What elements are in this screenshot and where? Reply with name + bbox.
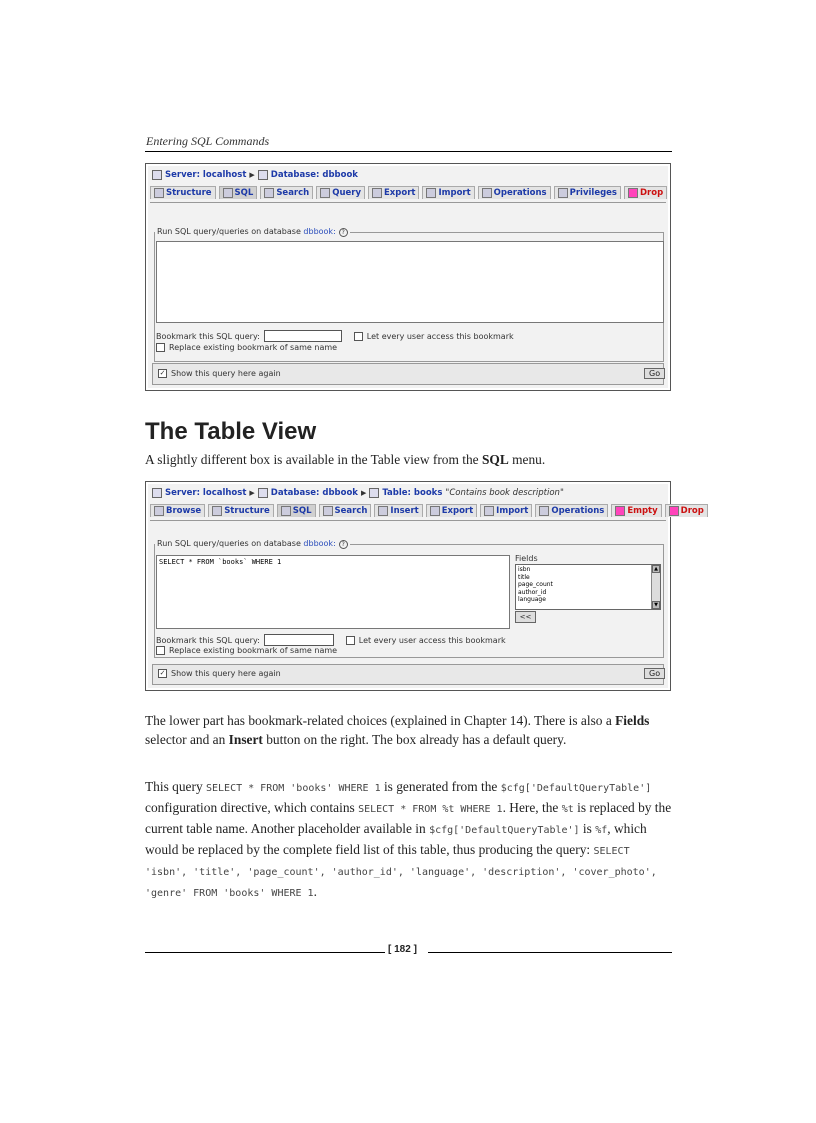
- fieldset-legend: [155, 227, 350, 237]
- bookmark-label: Bookmark this SQL query:: [156, 331, 260, 341]
- field-option[interactable]: title: [518, 573, 530, 581]
- scroll-down-icon[interactable]: ▼: [652, 601, 660, 609]
- search-icon: [264, 188, 274, 198]
- import-icon: [426, 188, 436, 198]
- tab-sql[interactable]: [219, 186, 258, 199]
- let-every-user-label: Let every user access this bookmark: [358, 635, 506, 645]
- sql-textarea[interactable]: SELECT * FROM `books` WHERE 1: [156, 555, 510, 629]
- legend-text: Run SQL query/queries on database: [157, 227, 304, 236]
- privileges-icon: [558, 188, 568, 198]
- tab-underline: [150, 202, 666, 203]
- tab-import[interactable]: [422, 186, 474, 199]
- fields-select[interactable]: [515, 564, 661, 610]
- intro-text-end: menu.: [508, 452, 546, 467]
- tab-label: Search: [334, 506, 368, 516]
- insert-field-button[interactable]: <<: [515, 611, 536, 623]
- empty-icon: [615, 506, 625, 516]
- show-query-row: [158, 369, 281, 378]
- import-icon: [484, 506, 494, 516]
- legend-db-link[interactable]: dbbook:: [303, 227, 336, 236]
- tab-label: Structure: [166, 188, 212, 198]
- para-text: .: [313, 884, 317, 899]
- server-icon: [152, 488, 162, 498]
- code-inline: %t: [561, 804, 574, 815]
- help-icon[interactable]: ?: [339, 228, 348, 237]
- let-every-user-checkbox[interactable]: [346, 636, 355, 645]
- tab-empty[interactable]: [611, 504, 661, 517]
- footer-rule-left: [145, 952, 385, 953]
- field-option[interactable]: author_id: [518, 588, 547, 596]
- database-icon: [258, 488, 268, 498]
- show-query-checkbox[interactable]: ✓: [159, 669, 166, 677]
- go-button[interactable]: Go: [644, 368, 665, 379]
- intro-paragraph: [145, 450, 673, 469]
- screenshot-sql-table: [145, 481, 704, 691]
- tab-label: Search: [276, 188, 310, 198]
- crumb-database[interactable]: Database: dbbook: [270, 488, 358, 498]
- go-button[interactable]: Go: [644, 668, 665, 679]
- code-inline: SELECT 'isbn', 'title', 'page_count', 'author_id', 'language', 'description', 'cover_photo', 'genre' FROM 'books' WHERE 1: [145, 846, 657, 899]
- field-option[interactable]: language: [518, 596, 546, 603]
- arrow-right-icon: ▶: [249, 489, 255, 497]
- replace-label: Replace existing bookmark of same name: [169, 646, 338, 655]
- replace-label: Replace existing bookmark of same name: [169, 343, 338, 352]
- arrow-right-icon: ▶: [249, 171, 255, 179]
- code-inline: SELECT * FROM 'books' WHERE 1: [206, 783, 381, 794]
- para-text: The lower part has bookmark-related choices (explained in Chapter 14). There is also a: [145, 713, 616, 728]
- page-number: [ 182 ]: [388, 944, 417, 955]
- code-inline: %f: [595, 825, 608, 836]
- replace-checkbox[interactable]: [156, 646, 165, 655]
- tab-bar: [150, 504, 704, 517]
- section-heading: The Table View: [145, 418, 317, 445]
- search-icon: [323, 506, 333, 516]
- para-text: button on the right. The box already has a default query.: [262, 732, 567, 747]
- fieldset-legend: [155, 539, 350, 549]
- tab-label: Import: [438, 188, 471, 198]
- header-rule: [145, 151, 672, 152]
- code-inline: SELECT * FROM %t WHERE 1: [358, 804, 503, 815]
- bookmark-row: [156, 634, 506, 646]
- sql-icon: [223, 188, 233, 198]
- operations-icon: [539, 506, 549, 516]
- show-query-label: Show this query here again: [171, 669, 281, 678]
- para-bold: Insert: [228, 732, 263, 747]
- legend-text: Run SQL query/queries on database: [157, 539, 304, 548]
- bookmark-input[interactable]: [264, 634, 334, 646]
- structure-icon: [212, 506, 222, 516]
- para-text: selector and an: [145, 732, 229, 747]
- paragraph-bookmarks: [145, 711, 673, 749]
- operations-icon: [482, 188, 492, 198]
- show-query-row: [158, 669, 281, 678]
- replace-row: [156, 646, 337, 655]
- tab-label: Drop: [680, 506, 704, 516]
- crumb-server[interactable]: Server: localhost: [165, 170, 247, 180]
- tab-label: SQL: [234, 188, 254, 198]
- tab-label: Operations: [493, 188, 547, 198]
- tab-drop[interactable]: [665, 504, 708, 517]
- tab-structure[interactable]: [208, 504, 274, 517]
- let-every-user-checkbox[interactable]: [354, 332, 363, 341]
- server-icon: [152, 170, 162, 180]
- tab-label: Privileges: [569, 188, 617, 198]
- para-text: configuration directive, which contains: [145, 800, 359, 815]
- sql-icon: [281, 506, 291, 516]
- field-option[interactable]: page_count: [518, 581, 553, 588]
- tab-label: Browse: [166, 506, 202, 516]
- tab-label: Structure: [224, 506, 270, 516]
- intro-text: A slightly different box is available in the Table view from the: [145, 452, 482, 467]
- bookmark-row: [156, 330, 514, 342]
- database-icon: [258, 170, 268, 180]
- replace-checkbox[interactable]: [156, 343, 165, 352]
- paragraph-default-query: [145, 777, 673, 903]
- intro-bold: SQL: [481, 452, 509, 467]
- code-inline: $cfg['DefaultQueryTable']: [429, 825, 580, 836]
- tab-label: Operations: [551, 506, 605, 516]
- query-icon: [320, 188, 330, 198]
- screenshot-sql-database: [145, 163, 671, 391]
- para-text: is: [579, 821, 596, 836]
- fields-label: Fields: [515, 554, 538, 563]
- tab-import[interactable]: [480, 504, 532, 517]
- tab-label: SQL: [292, 506, 312, 516]
- breadcrumb: [152, 488, 564, 498]
- table-icon: [369, 488, 379, 498]
- arrow-right-icon: ▶: [360, 489, 367, 497]
- tab-underline: [150, 520, 666, 521]
- crumb-database[interactable]: Database: dbbook: [270, 170, 358, 180]
- show-query-checkbox[interactable]: ✓: [159, 369, 166, 377]
- crumb-server[interactable]: Server: localhost: [165, 488, 247, 498]
- tab-privileges[interactable]: [554, 186, 621, 199]
- tab-label: Query: [332, 188, 361, 198]
- bookmark-label: Bookmark this SQL query:: [156, 635, 260, 645]
- para-text: This query: [145, 779, 206, 794]
- export-icon: [430, 506, 440, 516]
- tab-browse[interactable]: [150, 504, 205, 517]
- scroll-up-icon[interactable]: ▲: [652, 565, 660, 573]
- footer-rule-right: [428, 952, 672, 953]
- tab-export[interactable]: [368, 186, 419, 199]
- sql-textarea[interactable]: [156, 241, 664, 323]
- para-text: . Here, the: [502, 800, 562, 815]
- code-inline: $cfg['DefaultQueryTable']: [500, 783, 652, 794]
- insert-icon: [378, 506, 388, 516]
- crumb-table[interactable]: Table: books: [382, 488, 443, 498]
- legend-db-link[interactable]: dbbook:: [303, 539, 336, 548]
- tab-label: Insert: [390, 506, 419, 516]
- para-text: , which would be replaced by the complete field list of this table, thus producing the query:: [145, 821, 647, 857]
- table-comment: "Contains book description": [445, 488, 564, 498]
- tab-sql[interactable]: [277, 504, 316, 517]
- tab-label: Export: [441, 506, 474, 516]
- para-bold: Fields: [615, 713, 650, 728]
- tab-query[interactable]: [316, 186, 365, 199]
- drop-icon: [669, 506, 679, 516]
- export-icon: [372, 188, 382, 198]
- fields-scrollbar[interactable]: [651, 565, 660, 609]
- tab-search[interactable]: [260, 186, 313, 199]
- replace-row: [156, 343, 337, 352]
- tab-label: Import: [496, 506, 529, 516]
- tab-insert[interactable]: [374, 504, 422, 517]
- show-query-label: Show this query here again: [171, 369, 281, 378]
- tab-label: Drop: [640, 188, 664, 198]
- tab-export[interactable]: [426, 504, 477, 517]
- tab-operations[interactable]: [535, 504, 608, 517]
- tab-drop[interactable]: [624, 186, 667, 199]
- bookmark-input[interactable]: [264, 330, 342, 342]
- structure-icon: [154, 188, 164, 198]
- tab-search[interactable]: [319, 504, 372, 517]
- drop-icon: [628, 188, 638, 198]
- running-head: Entering SQL Commands: [146, 134, 270, 148]
- help-icon[interactable]: ?: [339, 540, 348, 549]
- para-text: is replaced by the current table name. Another placeholder available in: [145, 800, 672, 836]
- breadcrumb: [152, 170, 358, 180]
- let-every-user-label: Let every user access this bookmark: [366, 331, 514, 341]
- tab-structure[interactable]: [150, 186, 216, 199]
- tab-label: Export: [384, 188, 416, 198]
- tab-bar: [150, 186, 666, 199]
- tab-label: Empty: [627, 506, 658, 516]
- tab-operations[interactable]: [478, 186, 551, 199]
- para-text: is generated from the: [380, 779, 501, 794]
- browse-icon: [154, 506, 164, 516]
- field-option[interactable]: isbn: [518, 566, 531, 573]
